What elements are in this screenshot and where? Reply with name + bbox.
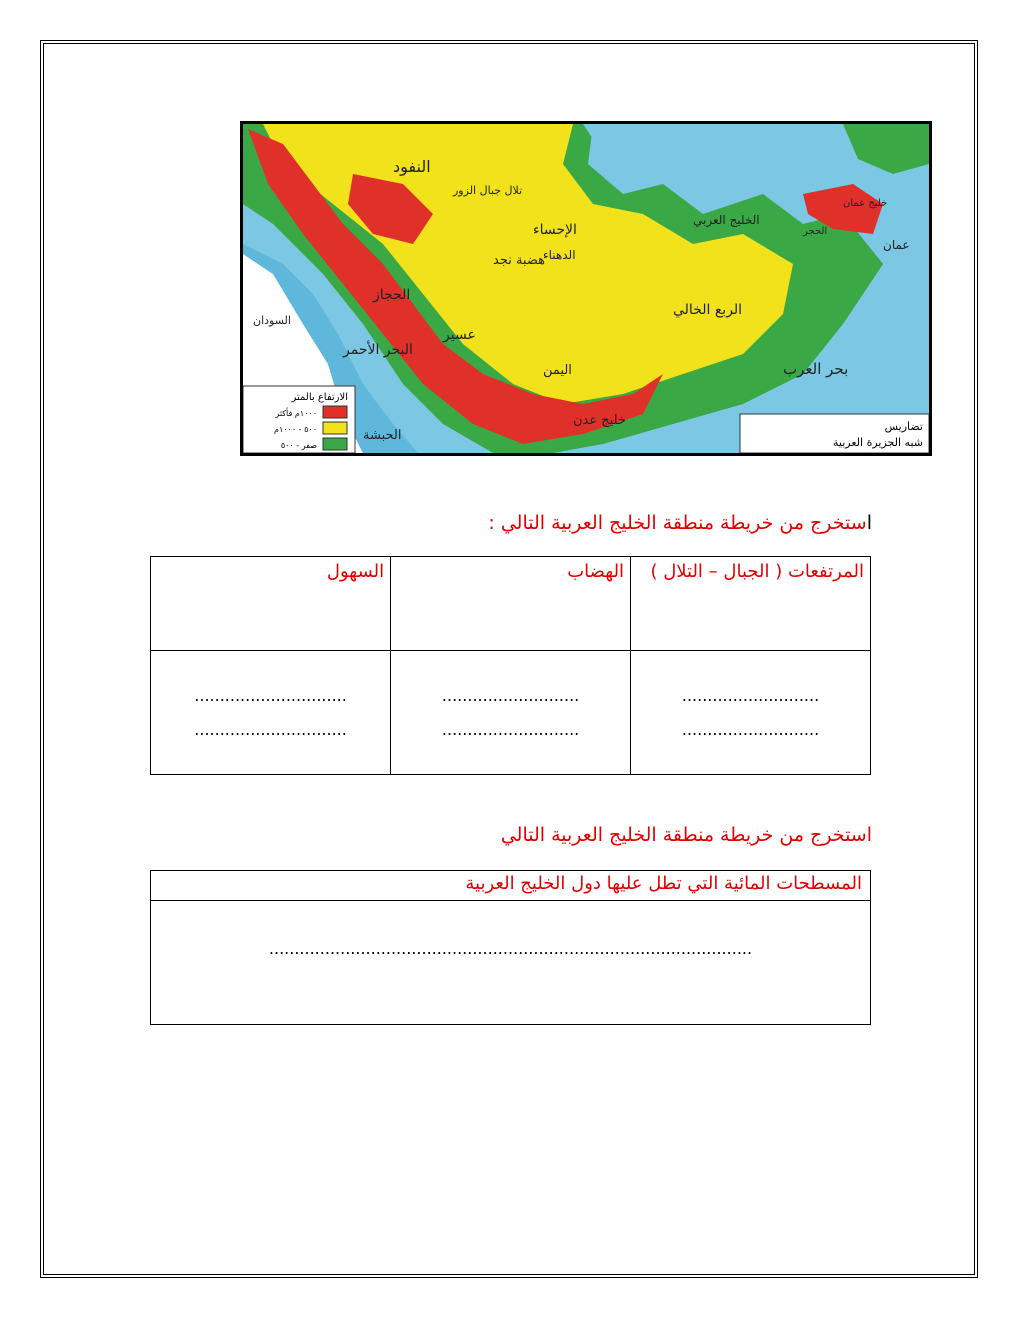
label-oman-gulf: خليج عمان <box>843 198 888 209</box>
label-arab-sea: بحر العرب <box>783 360 849 378</box>
label-sudan: السودان <box>253 314 291 327</box>
answer-line[interactable]: ........................... <box>441 685 580 705</box>
map-title-box <box>740 414 929 453</box>
legend-swatch-mid <box>323 422 347 434</box>
answer-line[interactable]: ........................... <box>681 685 820 705</box>
legend-label-high: ١٠٠٠م فأكثر <box>275 409 317 418</box>
label-najd: هضبة نجد <box>493 253 545 268</box>
answer-line[interactable]: .............................. <box>194 685 347 705</box>
section1-table <box>150 556 871 775</box>
label-dahna: الدهناء <box>543 248 576 262</box>
answer-cell-plateaus[interactable] <box>391 651 631 775</box>
label-red-sea: البحر الأحمر <box>343 342 413 358</box>
water-bodies-header: المسطحات المائية التي تطل عليها دول الخليج العربية <box>151 871 871 901</box>
map-title-line1: تضاريس <box>884 420 923 433</box>
section1-heading-text: ستخرج من خريطة منطقة الخليج العربية التالي : <box>488 512 867 534</box>
relief-map <box>240 121 932 456</box>
label-aden: خليج عدن <box>573 413 626 428</box>
label-rub: الربع الخالي <box>673 302 743 318</box>
answer-line[interactable]: ........................... <box>681 719 820 739</box>
label-oman: عمان <box>883 238 910 252</box>
legend-label-mid: ٥٠٠ - ١٠٠٠م <box>273 425 317 434</box>
answer-line[interactable]: .............................. <box>194 719 347 739</box>
label-gulf: الخليج العربي <box>693 213 760 227</box>
answer-line[interactable]: ........................... <box>441 719 580 739</box>
label-habash: الحبشة <box>363 428 402 443</box>
label-hajar: الحجر <box>803 226 828 237</box>
label-asir: عسير <box>443 327 476 343</box>
legend-label-low: صفر - ٥٠٠ <box>280 441 317 450</box>
answer-cell-highlands[interactable] <box>631 651 871 775</box>
legend-title: الارتفاع بالمتر <box>291 392 348 403</box>
section1-heading-lead: ا <box>866 512 872 534</box>
legend-swatch-low <box>323 438 347 450</box>
section2-table <box>150 870 871 1025</box>
water-bodies-answer-cell[interactable] <box>151 901 871 1025</box>
map-title-line2: شبه الجزيرة العربية <box>833 436 923 449</box>
label-hijaz: الحجاز <box>373 287 411 303</box>
col-header-plains: السهول <box>151 557 391 651</box>
answer-line[interactable]: ............................................................................................... <box>268 939 753 958</box>
section1-heading <box>488 512 872 534</box>
col-header-highlands: المرتفعات ( الجبال – التلال ) <box>631 557 871 651</box>
col-header-plateaus: الهضاب <box>391 557 631 651</box>
label-ahsa: الإحساء <box>533 222 577 238</box>
legend-swatch-high <box>323 406 347 418</box>
answer-cell-plains[interactable] <box>151 651 391 775</box>
section2-heading: استخرج من خريطة منطقة الخليج العربية التالي <box>500 824 872 846</box>
label-nafud: النفود <box>393 157 431 176</box>
map-legend <box>243 386 355 453</box>
label-yemen: اليمن <box>543 363 572 378</box>
label-zor: تلال جبال الزور <box>453 184 523 197</box>
